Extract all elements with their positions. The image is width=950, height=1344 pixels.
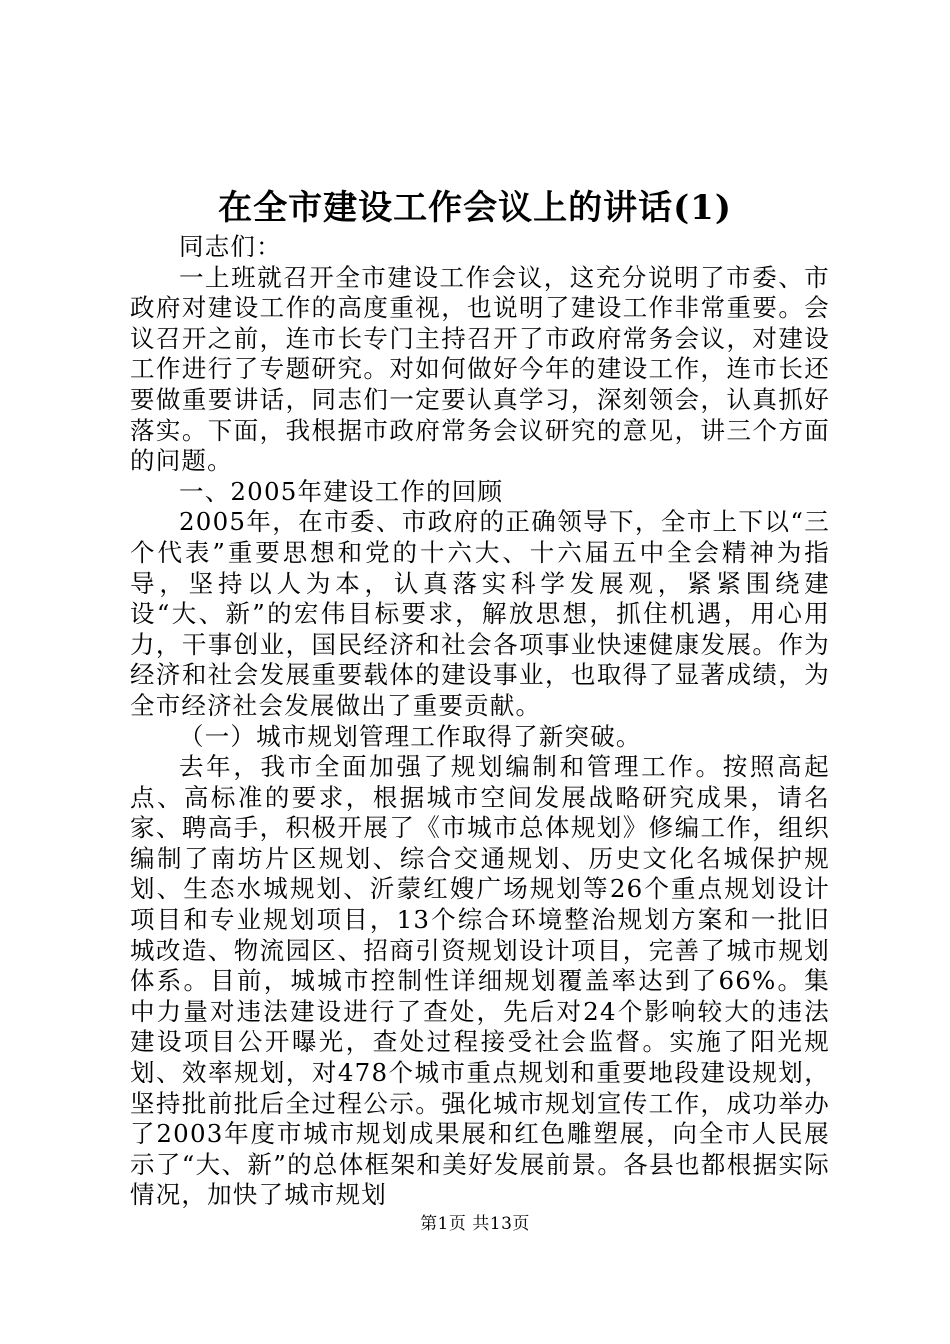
subsection-heading: （一）城市规划管理工作取得了新突破。 — [179, 721, 642, 751]
section-heading: 一、2005年建设工作的回顾 — [179, 476, 504, 506]
salutation-paragraph: 同志们： — [179, 232, 282, 261]
document-title: 在全市建设工作会议上的讲话(1) — [218, 188, 732, 228]
page-footer: 第1页 共13页 — [420, 1214, 530, 1234]
document-body — [130, 232, 830, 1211]
intro-paragraph: 一上班就召开全市建设工作会议，这充分说明了市委、市政府对建设工作的高度重视，也说明了建设工作非常重要。会议召开之前，连市长专门主持召开了市政府常务会议，对建设工作进行了专题研究。对如何做好今年的建设工作，连市长还要做重要讲话，同志们一定要认真学习，深刻领会，认真抓好落实。下面，我根据市政府常务会议研究的意见，讲三个方面的问题。 — [130, 262, 830, 476]
review-paragraph: 2005年，在市委、市政府的正确领导下，全市上下以“三个代表”重要思想和党的十六大、十六届五中全会精神为指导，坚持以人为本，认真落实科学发展观，紧紧围绕建设“大、新”的宏伟目标要求，解放思想，抓住机遇，用心用力，干事创业，国民经济和社会各项事业快速健康发展。作为经济和社会发展重要载体的建设事业，也取得了显著成绩，为全市经济社会发展做出了重要贡献。 — [130, 507, 830, 720]
planning-paragraph: 去年，我市全面加强了规划编制和管理工作。按照高起点、高标准的要求，根据城市空间发展战略研究成果，请名家、聘高手，积极开展了《市城市总体规划》修编工作，组织编制了南坊片区规划、综合交通规划、历史文化名城保护规划、生态水城规划、沂蒙红嫂广场规划等26个重点规划设计项目和专业规划项目，13个综合环境整治规划方案和一批旧城改造、物流园区、招商引资规划设计项目，完善了城市规划体系。目前，城城市控制性详细规划覆盖率达到了66%。集中力量对违法建设进行了查处，先后对24个影响较大的违法建设项目公开曝光，查处过程接受社会监督。实施了阳光规划、效率规划，对478个城市重点规划和重要地段建设规划，坚持批前批后全过程公示。强化城市规划宣传工作，成功举办了2003年度市城市规划成果展和红色雕塑展，向全市人民展示了“大、新”的总体框架和美好发展前景。各县也都根据实际情况，加快了城市规划 — [130, 752, 830, 1210]
